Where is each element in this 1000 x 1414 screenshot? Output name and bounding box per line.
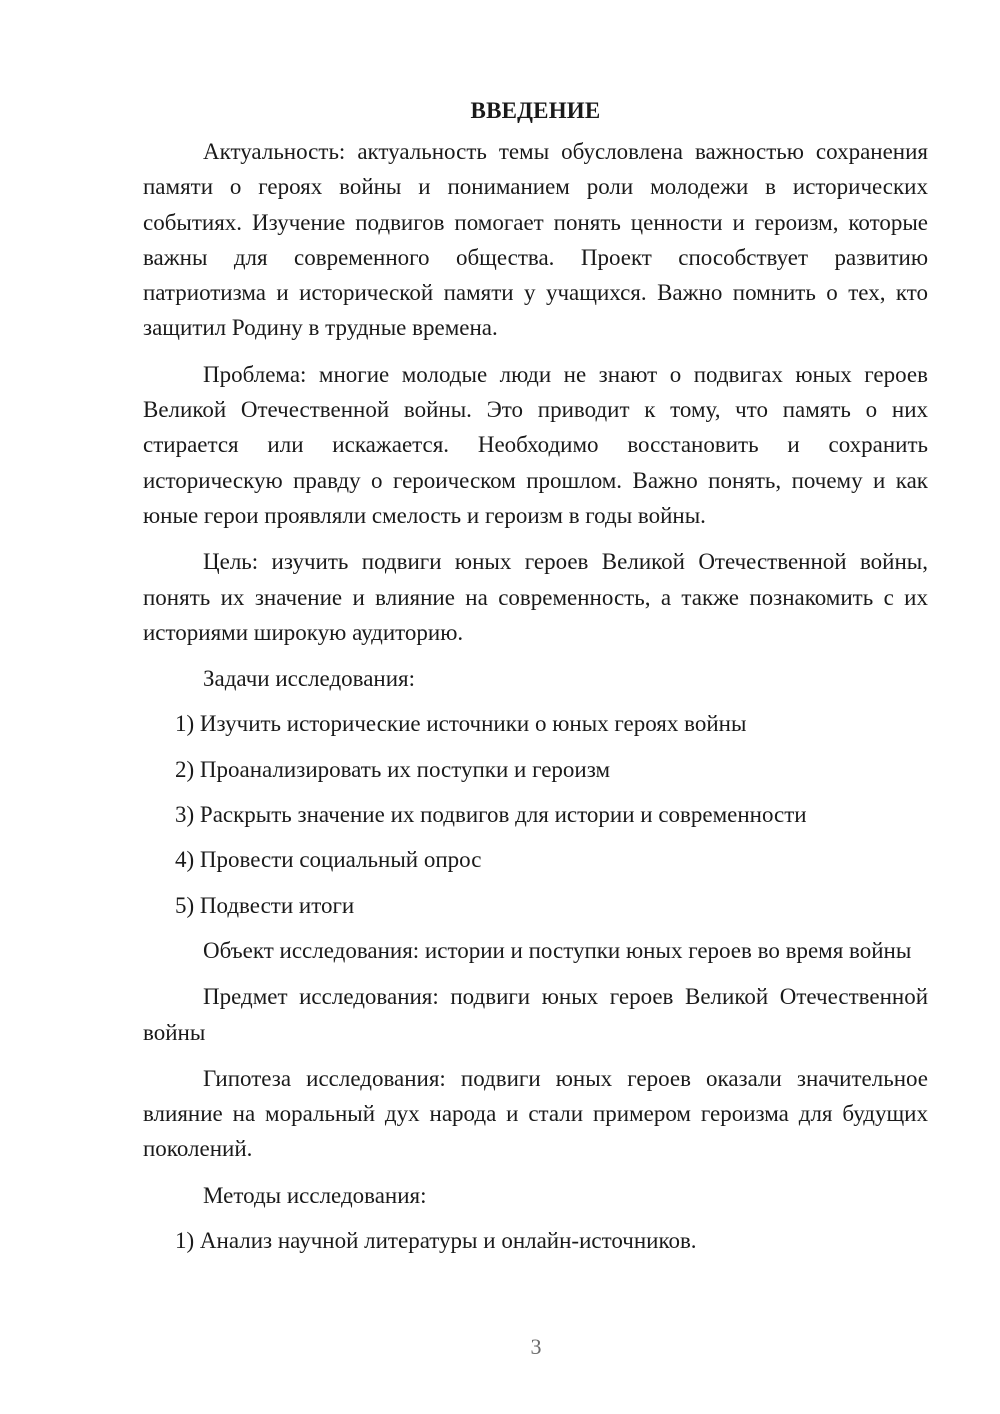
task-item: 3) Раскрыть значение их подвигов для истории и современности (175, 802, 807, 828)
paragraph-subject: Предмет исследования: подвиги юных героев Великой Отечественной войны (143, 984, 928, 1045)
paragraph-problem: Проблема: многие молодые люди не знают о подвигах юных героев Великой Отечественной войны. Это приводит к тому, что память о них стирается или искажается. Необходимо восстановить и сохранить историческую правду о героическом прошлом. Важно понять, почему и как юные герои проявляли смелость и героизм в годы войны. (143, 361, 928, 528)
paragraph-relevance: Актуальность: актуальность темы обусловлена важностью сохранения памяти о героях войны и пониманием роли молодежи в исторических событиях. Изучение подвигов помогает понять ценности и героизм, которые важны для современного общества. Проект способствует развитию патриотизма и исторической памяти у учащихся. Важно помнить о тех, кто защитил Родину в трудные времена. (143, 139, 928, 341)
methods-heading: Методы исследования: (203, 1182, 427, 1208)
document-page (143, 94, 928, 1268)
page-number: 3 (530, 1334, 542, 1359)
paragraph-hypothesis: Гипотеза исследования: подвиги юных героев оказали значительное влияние на моральный дух народа и стали примером героизма для будущих поколений. (143, 1065, 928, 1162)
section-title: ВВЕДЕНИЕ (470, 98, 601, 123)
paragraph-object: Объект исследования: истории и поступки юных героев во время войны (203, 937, 912, 963)
task-item: 4) Провести социальный опрос (175, 847, 482, 873)
method-item: 1) Анализ научной литературы и онлайн-источников. (175, 1228, 697, 1254)
tasks-heading: Задачи исследования: (203, 666, 416, 692)
task-item: 2) Проанализировать их поступки и героизм (175, 756, 611, 782)
task-item: 5) Подвести итоги (175, 892, 355, 918)
paragraph-goal: Цель: изучить подвиги юных героев Великой Отечественной войны, понять их значение и влияние на современность, а также познакомить с их историями широкую аудиторию. (143, 549, 928, 645)
task-item: 1) Изучить исторические источники о юных героях войны (175, 711, 747, 737)
